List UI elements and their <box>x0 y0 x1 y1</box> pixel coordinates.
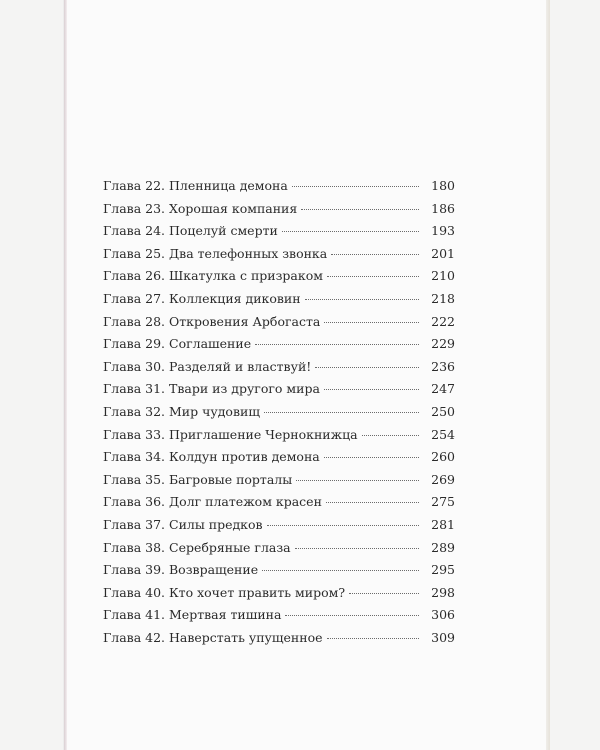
toc-entry <box>103 404 455 427</box>
chapter-title: Два телефонных звонка <box>169 245 328 261</box>
chapter-label <box>103 540 291 555</box>
chapter-label <box>103 517 263 532</box>
toc-entry <box>103 585 455 608</box>
chapter-number: Глава 30. <box>103 358 166 374</box>
page-number: 260 <box>431 449 455 465</box>
page-number: 210 <box>431 268 455 284</box>
chapter-label <box>103 359 311 374</box>
dot-leader <box>305 299 419 300</box>
dot-leader <box>326 502 419 503</box>
toc-entry <box>103 291 455 314</box>
chapter-title: Кто хочет править миром? <box>169 584 346 600</box>
page-number: 269 <box>431 471 455 487</box>
page-number: 193 <box>431 223 455 239</box>
chapter-label <box>103 630 323 645</box>
toc-entry <box>103 517 455 540</box>
chapter-label <box>103 268 323 283</box>
chapter-number: Глава 42. <box>103 629 166 645</box>
chapter-number: Глава 28. <box>103 313 166 329</box>
chapter-label <box>103 201 297 216</box>
chapter-number: Глава 37. <box>103 516 166 532</box>
page-number: 180 <box>431 178 455 193</box>
chapter-number: Глава 26. <box>103 268 166 284</box>
page-number: 254 <box>431 426 455 442</box>
toc-entry <box>103 359 455 382</box>
chapter-number: Глава 22. <box>103 178 166 193</box>
chapter-title: Пленница демона <box>169 178 288 193</box>
chapter-number: Глава 32. <box>103 403 166 419</box>
chapter-title: Коллекция диковин <box>169 290 301 306</box>
toc-entry <box>103 336 455 359</box>
chapter-label <box>103 314 320 329</box>
dot-leader <box>301 209 419 210</box>
dot-leader <box>327 638 420 639</box>
chapter-title: Серебряные глаза <box>169 539 291 555</box>
dot-leader <box>362 435 419 436</box>
dot-leader <box>331 254 419 255</box>
chapter-label <box>103 223 278 238</box>
chapter-label <box>103 427 358 442</box>
chapter-title: Поцелуй смерти <box>169 223 278 239</box>
toc-entry <box>103 314 455 337</box>
page-number: 236 <box>431 358 455 374</box>
chapter-title: Долг платежом красен <box>169 494 322 510</box>
toc-entry <box>103 268 455 291</box>
page-right-edge <box>546 0 550 750</box>
page-number: 295 <box>431 562 455 578</box>
chapter-label <box>103 178 288 193</box>
chapter-label <box>103 404 260 419</box>
chapter-title: Хорошая компания <box>169 200 298 216</box>
table-of-contents <box>103 178 455 652</box>
page-number: 229 <box>431 336 455 352</box>
page-number: 250 <box>431 403 455 419</box>
dot-leader <box>264 412 419 413</box>
chapter-label <box>103 291 301 306</box>
dot-leader <box>324 322 419 323</box>
dot-leader <box>285 615 419 616</box>
chapter-number: Глава 36. <box>103 494 166 510</box>
chapter-number: Глава 41. <box>103 607 166 623</box>
page-number: 201 <box>431 245 455 261</box>
chapter-title: Твари из другого мира <box>169 381 320 397</box>
page-number: 247 <box>431 381 455 397</box>
chapter-number: Глава 39. <box>103 562 166 578</box>
chapter-label <box>103 472 292 487</box>
chapter-title: Наверстать упущенное <box>169 629 323 645</box>
chapter-number: Глава 29. <box>103 336 166 352</box>
chapter-label <box>103 246 327 261</box>
dot-leader <box>296 480 419 481</box>
chapter-number: Глава 31. <box>103 381 166 397</box>
chapter-number: Глава 38. <box>103 539 166 555</box>
chapter-label <box>103 607 281 622</box>
page-number: 275 <box>431 494 455 510</box>
toc-entry <box>103 494 455 517</box>
toc-entry <box>103 178 455 201</box>
chapter-title: Колдун против демона <box>169 449 320 465</box>
dot-leader <box>327 276 419 277</box>
page-number: 289 <box>431 539 455 555</box>
toc-entry <box>103 246 455 269</box>
dot-leader <box>282 231 419 232</box>
chapter-title: Соглашение <box>169 336 252 352</box>
chapter-number: Глава 24. <box>103 223 166 239</box>
page-number: 186 <box>431 200 455 216</box>
chapter-number: Глава 35. <box>103 471 166 487</box>
dot-leader <box>267 525 419 526</box>
dot-leader <box>315 367 419 368</box>
toc-entry <box>103 449 455 472</box>
toc-entry <box>103 427 455 450</box>
toc-entry <box>103 381 455 404</box>
chapter-title: Шкатулка с призраком <box>169 268 323 284</box>
dot-leader <box>324 389 419 390</box>
page-number: 298 <box>431 584 455 600</box>
chapter-label <box>103 336 251 351</box>
chapter-title: Мертвая тишина <box>169 607 282 623</box>
dot-leader <box>262 570 419 571</box>
chapter-title: Силы предков <box>169 516 263 532</box>
toc-entry <box>103 223 455 246</box>
dot-leader <box>324 457 419 458</box>
chapter-label <box>103 449 320 464</box>
page-number: 306 <box>431 607 455 623</box>
chapter-title: Откровения Арбогаста <box>169 313 321 329</box>
chapter-title: Приглашение Чернокнижца <box>169 426 358 442</box>
page-number: 309 <box>431 629 455 645</box>
dot-leader <box>295 548 419 549</box>
chapter-number: Глава 33. <box>103 426 166 442</box>
toc-entry <box>103 472 455 495</box>
chapter-number: Глава 40. <box>103 584 166 600</box>
chapter-label <box>103 494 322 509</box>
page-number: 222 <box>431 313 455 329</box>
dot-leader <box>349 593 419 594</box>
chapter-title: Багровые порталы <box>169 471 293 487</box>
chapter-label <box>103 381 320 396</box>
chapter-title: Мир чудовищ <box>169 403 260 419</box>
page-number: 281 <box>431 516 455 532</box>
dot-leader <box>292 186 419 187</box>
page-left-edge <box>64 0 67 750</box>
chapter-title: Разделяй и властвуй! <box>169 358 312 374</box>
page-number: 218 <box>431 290 455 306</box>
chapter-title: Возвращение <box>169 562 259 578</box>
toc-entry <box>103 607 455 630</box>
toc-entry <box>103 562 455 585</box>
chapter-number: Глава 34. <box>103 449 166 465</box>
toc-entry <box>103 201 455 224</box>
chapter-number: Глава 23. <box>103 200 166 216</box>
chapter-label <box>103 562 258 577</box>
chapter-label <box>103 585 345 600</box>
chapter-number: Глава 27. <box>103 290 166 306</box>
dot-leader <box>255 344 419 345</box>
chapter-number: Глава 25. <box>103 245 166 261</box>
toc-entry <box>103 540 455 563</box>
toc-entry <box>103 630 455 653</box>
